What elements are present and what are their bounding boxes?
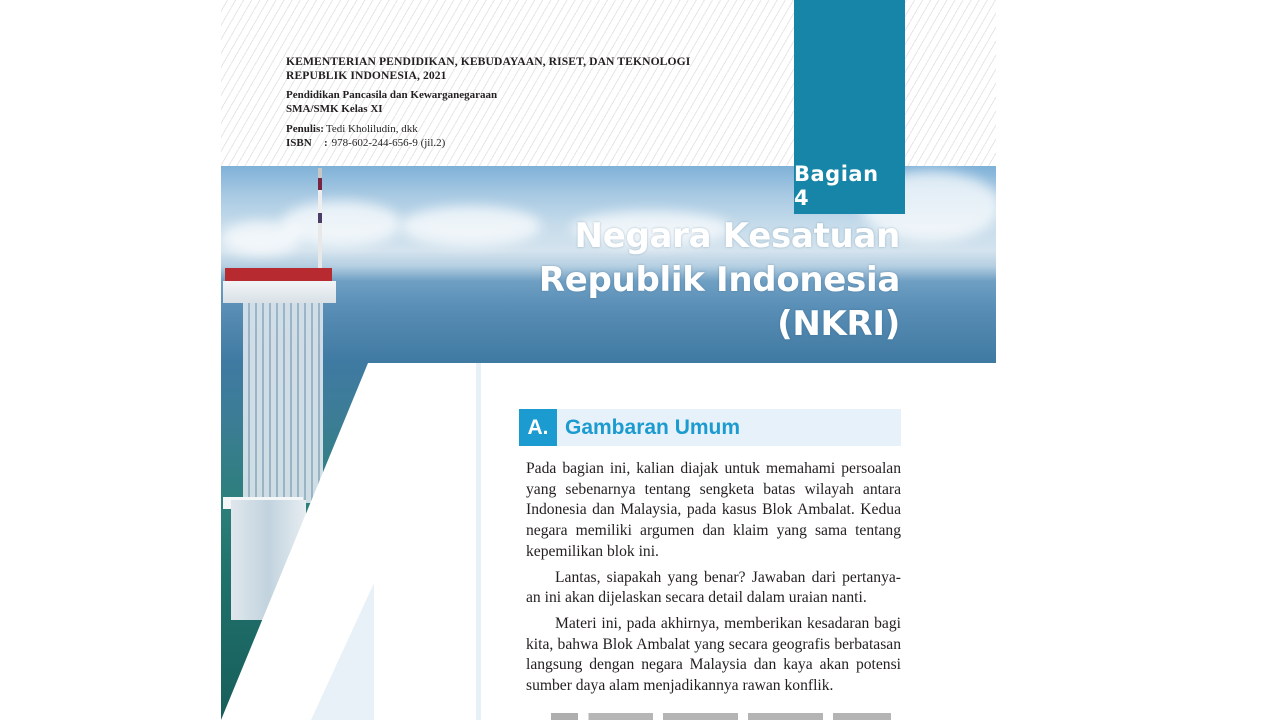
publication-info (286, 55, 690, 150)
chapter-part-label: Bagian 4 (794, 162, 879, 210)
chapter-title-line-2: Republik Indonesia (538, 260, 900, 300)
author-row (286, 123, 690, 137)
author-separator: : (320, 123, 324, 135)
decorative-vertical-rule (476, 363, 481, 720)
book-page (221, 0, 996, 720)
section-title: Gambaran Umum (565, 415, 741, 439)
author-value: Tedi Kholiludin, dkk (325, 123, 418, 135)
subject-name: Pendidikan Pancasila dan Kewarganegaraan (286, 89, 498, 101)
isbn-row (286, 137, 690, 151)
isbn-separator: : (324, 136, 328, 149)
chapter-tab (794, 0, 905, 214)
section-heading (519, 409, 901, 446)
grade-level: SMA/SMK Kelas XI (286, 102, 383, 115)
body-text (526, 459, 901, 702)
chapter-title-line-3: (NKRI) (777, 304, 900, 344)
paragraph: Lantas, siapakah yang benar? Jawaban dari pertanya-an ini akan dijelaskan secara detail dalam uraian nanti. (526, 568, 901, 607)
ministry-name (286, 55, 690, 82)
lighthouse-platform (223, 281, 336, 303)
ministry-line-2: REPUBLIK INDONESIA, 2021 (286, 68, 447, 82)
book-meta (286, 123, 690, 150)
chapter-title (539, 214, 900, 346)
isbn-label: ISBN (286, 136, 312, 149)
book-subject (286, 89, 690, 116)
lighthouse-tower (243, 303, 323, 503)
isbn-value: 978-602-244-656-9 (jil.2) (331, 136, 446, 149)
ministry-line-1: KEMENTERIAN PENDIDIKAN, KEBUDAYAAN, RISET, DAN TEKNOLOGI (286, 55, 691, 68)
paragraph: Materi ini, pada akhirnya, memberikan kesadaran bagi kita, bahwa Blok Ambalat yang secara geografis berbatasan langsung dengan negara Malaysia dan kaya akan potensi sumber daya alam menjadikannya rawan konflik. (526, 614, 901, 695)
section-number: A. (519, 409, 557, 446)
paragraph: Pada bagian ini, kalian diajak untuk memahami persoalan yang sebenarnya tentang sengketa batas wilayah antara Indonesia dan Malaysia, pada kasus Blok Ambalat. Kedua negara memiliki argumen dan klaim yang sama tentang kepemilikan blok ini. (526, 460, 901, 560)
flag-mast (318, 168, 322, 268)
lighthouse-red-deck (225, 268, 332, 282)
cutoff-text-line (551, 713, 891, 720)
author-label: Penulis (286, 123, 321, 135)
chapter-title-line-1: Negara Kesatuan (574, 216, 900, 256)
